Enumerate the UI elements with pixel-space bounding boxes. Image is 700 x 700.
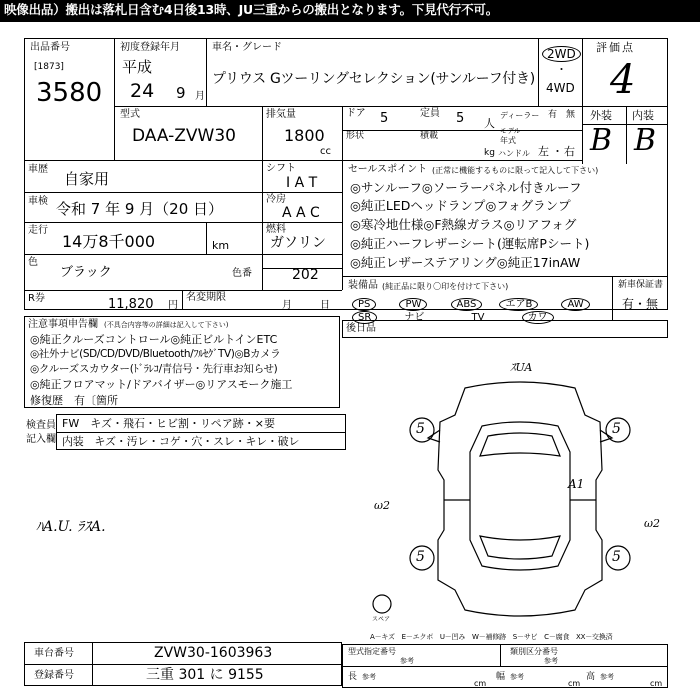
divider — [206, 222, 207, 254]
car-name-label: 車名・グレード — [212, 42, 282, 53]
damage-legend: A－キズ E－エクボ U－凹み W－補修跡 S－サビ C－腐食 XX－交換済 — [370, 633, 613, 641]
divider — [114, 38, 115, 160]
inspector-label-1: 検査員 — [26, 420, 56, 431]
equip-sr: SR — [352, 311, 377, 324]
handwritten-note: ﾊA.U. ﾗｽA. — [36, 519, 106, 535]
divider — [262, 106, 263, 160]
drive-2wd: 2WD — [542, 46, 581, 62]
mileage-value: 14万8千000 — [62, 232, 156, 251]
handle-right: 右 — [564, 145, 575, 158]
capacity-label: 定員 — [420, 108, 440, 119]
divider — [24, 290, 342, 291]
aircon-value: A A C — [282, 205, 320, 221]
name-change-label: 名変期限 — [186, 292, 226, 303]
notes-small: (不具合内容等の詳細は記入して下さい) — [104, 321, 229, 329]
lot-label: 出品番号 — [30, 42, 70, 53]
note-line-2: ◎社外ナビ(SD/CD/DVD/Bluetooth/ﾌﾙｾｸﾞTV)◎Bカメラ — [30, 348, 281, 360]
equip-abs: ABS — [451, 298, 483, 311]
model-year-label2: 年式 — [500, 136, 516, 145]
handle-label: ハンドル — [498, 149, 530, 158]
equip-tv: TV — [471, 312, 485, 323]
chassis-label: 車台番号 — [34, 648, 74, 659]
mileage-label: 走行 — [28, 225, 48, 236]
inspection-label: 車検 — [28, 196, 48, 207]
diagram-right-mark-2: ω2 — [644, 517, 660, 530]
repair-history: 修復歴 有〔箇所 — [30, 394, 118, 407]
cat-no-label: 類別区分番号 — [510, 647, 558, 656]
selling-point-2: ◎純正LEDヘッドランプ◎フォグランプ — [350, 198, 571, 213]
first-reg-month-unit: 月 — [195, 91, 205, 102]
lot-sub: [1873] — [34, 62, 64, 72]
equip-airbag: エアB — [499, 298, 538, 311]
load-unit: kg — [484, 148, 495, 158]
divider — [262, 268, 342, 269]
tire-fl-value: 5 — [416, 421, 425, 437]
diagram-left-mark: ω2 — [374, 499, 390, 512]
equip-navi: ナビ — [404, 312, 425, 323]
name-change-month: 月 — [282, 300, 292, 311]
load-label: 積載 — [420, 131, 439, 141]
equip-aw: AW — [561, 298, 589, 311]
divider — [24, 160, 582, 161]
displacement-unit: cc — [320, 146, 331, 157]
tire-rr-value: 5 — [612, 549, 621, 565]
doors-value: 5 — [380, 111, 389, 126]
grade-label: 評価点 — [596, 41, 635, 54]
fuel-value: ガソリン — [270, 235, 326, 251]
plate-value: 三重 301 に 9155 — [146, 667, 264, 683]
grade-score: 4 — [610, 57, 636, 103]
equip-pw: PW — [399, 298, 427, 311]
notes-label: 注意事項申告欄 — [28, 319, 98, 330]
capacity-unit: 人 — [484, 117, 495, 130]
divider — [24, 664, 342, 665]
first-reg-era: 平成 — [122, 58, 153, 76]
equipment-label: 装備品 — [348, 280, 378, 291]
selling-point-5: ◎純正レザーステアリング◎純正17inAW — [350, 255, 581, 270]
divider — [342, 106, 343, 160]
divider — [342, 160, 343, 290]
header-notice: 映像出品）搬出は落札日含む4日後13時、JU三重からの搬出となります。下見代行不可。 — [4, 2, 498, 17]
tire-fr-value: 5 — [612, 421, 621, 437]
car-body-outline — [438, 382, 602, 616]
inspector-row-2: 内装 キズ・汚レ・コゲ・穴・スレ・キレ・破レ — [62, 435, 300, 448]
dim-height-cm: cm — [650, 679, 663, 688]
note-line-4: ◎純正フロアマット/ドアバイザー◎リアスモーク施工 — [30, 378, 293, 391]
recycle-label: R券 — [28, 293, 45, 304]
divider — [582, 38, 583, 164]
divider — [24, 222, 342, 223]
divider — [582, 106, 668, 107]
dim-width-cm: cm — [568, 679, 581, 688]
equip-ps: PS — [352, 298, 376, 311]
dim-length: 長 — [348, 672, 358, 682]
divider — [24, 254, 342, 255]
recycle-value: 11,820 — [108, 297, 154, 312]
divider — [626, 106, 627, 164]
model-value: DAA-ZVW30 — [132, 126, 237, 146]
divider — [206, 38, 207, 106]
shift-value: I A T — [286, 175, 318, 191]
selling-points-small: (正常に機能するものに限って記入して下さい) — [432, 166, 599, 175]
front-glass — [480, 433, 560, 456]
handle-dot: ・ — [552, 145, 563, 158]
first-reg-year: 24 — [130, 80, 155, 102]
drive-dot: ・ — [556, 63, 567, 76]
color-no: 202 — [292, 267, 319, 283]
capacity-value: 5 — [456, 111, 465, 126]
shift-label: シフト — [266, 163, 296, 174]
color-no-label: 色番 — [232, 268, 252, 279]
dealer-yes: 有 — [548, 110, 558, 120]
divider — [500, 644, 501, 666]
diagram-right-mark: A1 — [568, 477, 585, 491]
spare-tire — [373, 595, 391, 613]
spec-model-label: 型式指定番号 — [348, 647, 396, 656]
selling-point-4: ◎純正ハーフレザーシート(運転席Pシート) — [350, 236, 590, 251]
dim-length-ref: 参考 — [362, 673, 376, 681]
divider — [342, 666, 668, 667]
divider — [612, 276, 613, 320]
selling-points-label: セールスポイント — [348, 164, 428, 175]
model-year-label1: モデル — [500, 127, 521, 135]
dim-height: 高 — [586, 672, 596, 682]
color-label: 色 — [28, 257, 38, 268]
manual-label: 新車保証書 — [618, 280, 664, 290]
chassis-value: ZVW30-1603963 — [154, 645, 273, 661]
inspector-label-2: 記入欄 — [26, 434, 56, 445]
plate-label: 登録番号 — [34, 670, 74, 681]
name-change-day: 日 — [320, 300, 330, 311]
divider — [342, 130, 582, 131]
divider — [182, 290, 183, 310]
form-label: 形状 — [346, 131, 365, 141]
fuel-label: 燃料 — [266, 224, 286, 235]
inspection-value: 令和 7 年 9 月（20 日） — [56, 200, 224, 218]
dim-height-ref: 参考 — [600, 673, 614, 681]
grade-ext-label: 外装 — [590, 109, 612, 122]
lot-number: 3580 — [36, 78, 103, 108]
divider — [24, 192, 342, 193]
handle-left: 左 — [538, 145, 549, 158]
dim-width-ref: 参考 — [510, 673, 524, 681]
dim-width: 幅 — [496, 672, 506, 682]
cat-no-ref: 参考 — [544, 657, 558, 665]
after-install-label: 後日品 — [346, 323, 376, 334]
grade-int: B — [634, 123, 657, 158]
usage-value: 自家用 — [64, 170, 110, 188]
manual-value: 有・無 — [622, 297, 659, 311]
displacement-value: 1800 — [284, 126, 325, 145]
diagram-top-mark: ｽUA — [510, 361, 533, 374]
drive-4wd: 4WD — [546, 81, 575, 95]
doors-label: ドア — [346, 108, 366, 119]
dim-length-cm: cm — [474, 679, 487, 688]
car-diagram — [370, 360, 670, 630]
after-install-box — [342, 320, 668, 338]
divider — [342, 276, 668, 277]
inspector-row-1: FW キズ・飛石・ヒビ割・リペア跡・×要 — [62, 417, 275, 430]
header-bar — [0, 0, 700, 22]
note-line-3: ◎クルーズスカウター(ﾄﾞﾗﾚｺ/青信号・先行車お知らせ) — [30, 363, 278, 375]
car-name-value: プリウス Gツーリングセレクション(サンルーフ付き) — [212, 71, 535, 87]
divider — [114, 106, 582, 107]
spec-model-ref: 参考 — [400, 657, 414, 665]
equip-leather: カワ — [522, 311, 554, 324]
note-line-1: ◎純正クルーズコントロール◎純正ビルトインETC — [30, 333, 278, 346]
model-label: 型式 — [120, 109, 140, 120]
color-value: ブラック — [60, 265, 112, 280]
tire-rl-value: 5 — [416, 549, 425, 565]
dealer-label: ディーラー — [500, 111, 540, 120]
mileage-unit: km — [212, 239, 230, 252]
selling-point-3: ◎寒冷地仕様◎F熱線ガラス◎リアフォグ — [350, 217, 577, 232]
recycle-unit: 円 — [168, 300, 178, 311]
first-reg-label: 初度登録年月 — [120, 42, 180, 53]
displacement-label: 排気量 — [266, 109, 296, 120]
dealer-no: 無 — [566, 110, 576, 120]
divider — [92, 642, 93, 686]
spare-label: スペア — [372, 616, 391, 623]
grade-int-label: 内装 — [632, 109, 654, 122]
first-reg-month: 9 — [176, 84, 186, 102]
usage-label: 車歴 — [28, 164, 48, 175]
rear-glass — [480, 536, 560, 559]
divider — [538, 38, 539, 106]
grade-ext: B — [590, 123, 613, 158]
divider — [262, 160, 263, 290]
selling-point-1: ◎サンルーフ◎ソーラーパネル付きルーフ — [350, 180, 582, 195]
aircon-label: 冷房 — [266, 194, 286, 205]
equipment-small: (純正品に限り〇印を付けて下さい) — [382, 282, 509, 291]
divider — [56, 432, 346, 433]
